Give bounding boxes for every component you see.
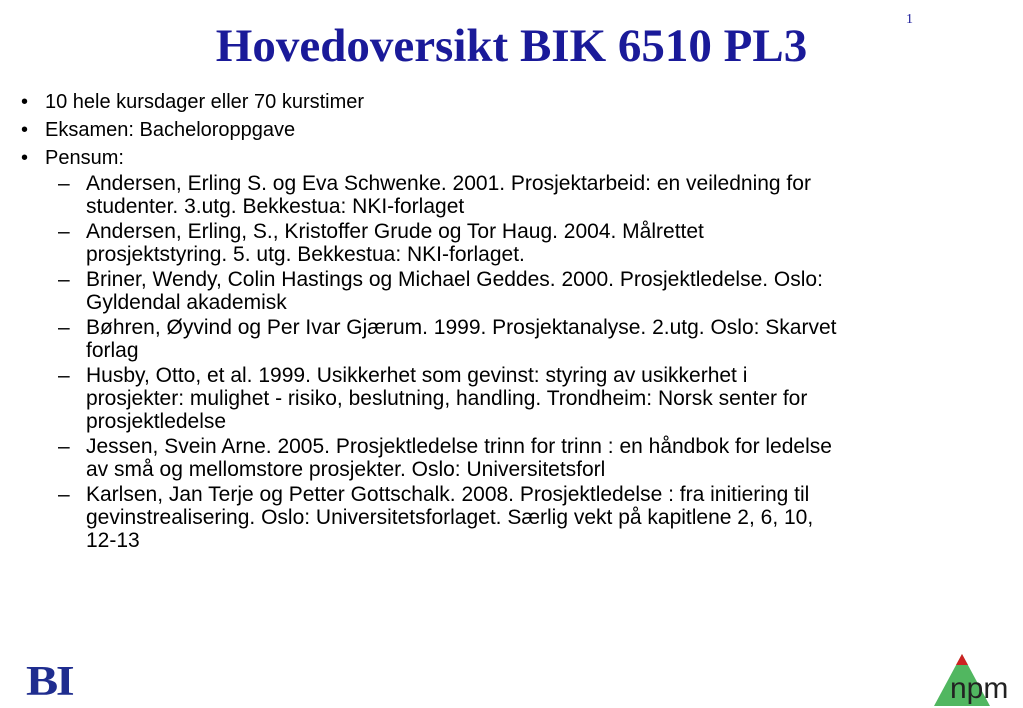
pensum-item (18, 172, 1008, 218)
pensum-line: studenter. 3.utg. Bekkestua: NKI-forlaget (86, 195, 465, 218)
bi-logo: BI (26, 659, 73, 705)
pensum-line: av små og mellomstore prosjekter. Oslo: Universitetsforl (86, 458, 606, 481)
pensum-list (18, 172, 1008, 552)
dash-marker: – (58, 483, 70, 506)
dash-marker: – (58, 220, 70, 243)
npm-triangle-top-icon (956, 654, 968, 665)
pensum-item (18, 268, 1008, 314)
pensum-line: Karlsen, Jan Terje og Petter Gottschalk. 2008. Prosjektledelse : fra initiering til (86, 483, 810, 506)
bullet-marker: • (21, 91, 29, 113)
npm-text: npm (950, 672, 1009, 705)
bullet-marker: • (21, 147, 29, 169)
dash-marker: – (58, 268, 70, 291)
pensum-item (18, 316, 1008, 362)
bullet-text: Eksamen: Bacheloroppgave (45, 119, 296, 141)
bullet-text: 10 hele kursdager eller 70 kurstimer (45, 91, 365, 113)
bullet-text: Pensum: (45, 147, 124, 169)
bullet-marker: • (21, 119, 29, 141)
pensum-line: Briner, Wendy, Colin Hastings og Michael Geddes. 2000. Prosjektledelse. Oslo: (86, 268, 823, 291)
dash-marker: – (58, 364, 70, 387)
bullet-item (18, 144, 1008, 172)
pensum-line: Gyldendal akademisk (86, 291, 287, 314)
pensum-item (18, 435, 1008, 481)
slide-number: 1 (906, 12, 913, 27)
pensum-item (18, 364, 1008, 433)
pensum-line: 12-13 (86, 529, 140, 552)
dash-marker: – (58, 435, 70, 458)
pensum-line: Andersen, Erling, S., Kristoffer Grude og Tor Haug. 2004. Målrettet (86, 220, 704, 243)
pensum-line: prosjekter: mulighet - risiko, beslutning, handling. Trondheim: Norsk senter for (86, 387, 808, 410)
slide-title: Hovedoversikt BIK 6510 PL3 (215, 20, 808, 72)
pensum-line: prosjektledelse (86, 410, 227, 433)
bullet-item (18, 116, 1008, 144)
dash-marker: – (58, 316, 70, 339)
npm-logo-graphic (930, 650, 1022, 708)
npm-logo (930, 650, 1022, 708)
pensum-line: prosjektstyring. 5. utg. Bekkestua: NKI-forlaget. (86, 243, 525, 266)
pensum-line: Jessen, Svein Arne. 2005. Prosjektledelse trinn for trinn : en håndbok for ledelse (86, 435, 832, 458)
bullet-item (18, 88, 1008, 116)
pensum-line: Bøhren, Øyvind og Per Ivar Gjærum. 1999. Prosjektanalyse. 2.utg. Oslo: Skarvet (86, 316, 837, 339)
pensum-line: Andersen, Erling S. og Eva Schwenke. 2001. Prosjektarbeid: en veiledning for (86, 172, 811, 195)
pensum-item (18, 220, 1008, 266)
pensum-line: forlag (86, 339, 139, 362)
pensum-item (18, 483, 1008, 552)
pensum-line: gevinstrealisering. Oslo: Universitetsforlaget. Særlig vekt på kapitlene 2, 6, 10, (86, 506, 814, 529)
pensum-line: Husby, Otto, et al. 1999. Usikkerhet som gevinst: styring av usikkerhet i (86, 364, 748, 387)
dash-marker: – (58, 172, 70, 195)
slide-content (18, 88, 1008, 554)
